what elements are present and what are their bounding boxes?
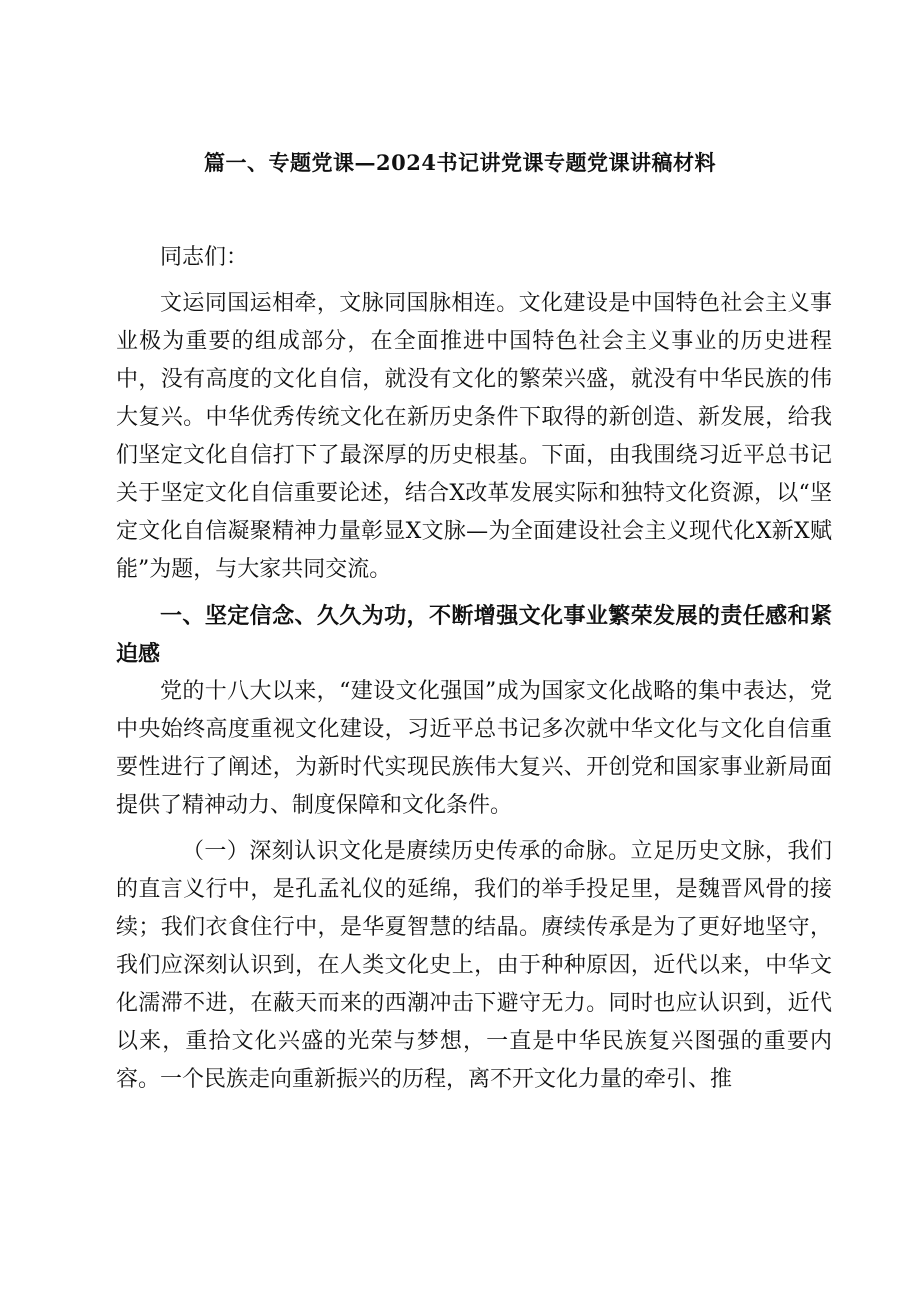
document-body (116, 239, 832, 1099)
section-1-paragraph: 党的十八大以来，“建设文化强国”成为国家文化战略的集中表达，党中央始终高度重视文化建设，习近平总书记多次就中华文化与文化自信重要性进行了阐述，为新时代实现民族伟大复兴、开创党和国家事业新局面提供了精神动力、制度保障和文化条件。 (116, 679, 832, 818)
section-heading-1: 一、坚定信念、久久为功，不断增强文化事业繁荣发展的责任感和紧迫感 (116, 603, 832, 667)
subsection-1-paragraph: （一）深刻认识文化是赓续历史传承的命脉。立足历史文脉，我们的直言义行中，是孔孟礼仪的延绵，我们的举手投足里，是魏晋风骨的接续；我们衣食住行中，是华夏智慧的结晶。赓续传承是为了更好地坚守，我们应深刻认识到，在人类文化史上，由于种种原因，近代以来，中华文化濡滞不进，在蔽天而来的西潮冲击下避守无力。同时也应认识到，近代以来，重拾文化兴盛的光荣与梦想，一直是中华民族复兴图强的重要内容。一个民族走向重新振兴的历程，离不开文化力量的牵引、推 (116, 839, 832, 1092)
greeting: 同志们： (160, 245, 249, 270)
intro-paragraph: 文运同国运相牵，文脉同国脉相连。文化建设是中国特色社会主义事业极为重要的组成部分，在全面推进中国特色社会主义事业的历史进程中，没有高度的文化自信，就没有文化的繁荣兴盛，就没有中华民族的伟大复兴。中华优秀传统文化在新历史条件下取得的新创造、新发展，给我们坚定文化自信打下了最深厚的历史根基。下面，由我围绕习近平总书记关于坚定文化自信重要论述，结合X改革发展实际和独特文化资源，以“坚定文化自信凝聚精神力量彰显X文脉—为全面建设社会主义现代化X新X赋能”为题，与大家共同交流。 (116, 291, 832, 582)
document-title: 篇一、专题党课—2024书记讲党课专题党课讲稿材料 (204, 150, 716, 175)
